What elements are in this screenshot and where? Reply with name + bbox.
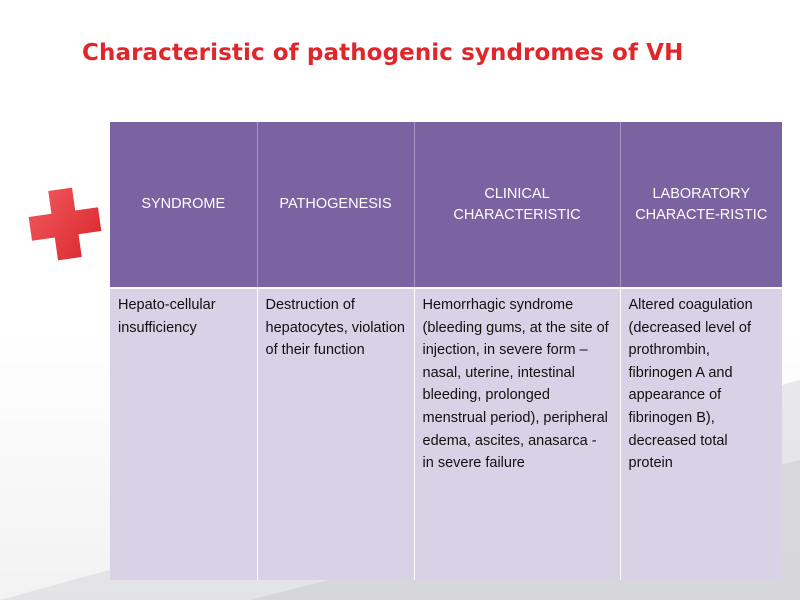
cell-text: Hepato-cellular insufficiency bbox=[118, 297, 216, 336]
syndromes-table bbox=[110, 122, 782, 580]
cell-text: Altered coagulation (decreased level of prothrombin, fibrinogen A and appearance of fibrinogen B), decreased total protein bbox=[628, 297, 753, 472]
header-laboratory-characteristic: LABORATORY CHARACTE-RISTIC bbox=[620, 122, 782, 288]
table-row bbox=[110, 288, 782, 580]
cell-text: Destruction of hepatocytes, violation of their function bbox=[265, 297, 405, 359]
red-cross-icon bbox=[24, 183, 106, 265]
header-syndrome: SYNDROME bbox=[110, 122, 257, 288]
cell-text: Hemorrhagic syndrome (bleeding gums, at the site of injection, in severe form – nasal, uterine, intestinal bleeding, prolonged menstrual period), peripheral edema, ascites, anasarca - in severe failure bbox=[422, 297, 609, 472]
cell-clinical bbox=[414, 288, 620, 580]
header-clinical-characteristic: CLINICAL CHARACTERISTIC bbox=[414, 122, 620, 288]
table-header-row bbox=[110, 122, 782, 288]
slide-title: Characteristic of pathogenic syndromes of VH bbox=[82, 40, 684, 66]
cell-laboratory bbox=[620, 288, 782, 580]
header-pathogenesis: PATHOGENESIS bbox=[257, 122, 414, 288]
cell-pathogenesis bbox=[257, 288, 414, 580]
cell-syndrome bbox=[110, 288, 257, 580]
